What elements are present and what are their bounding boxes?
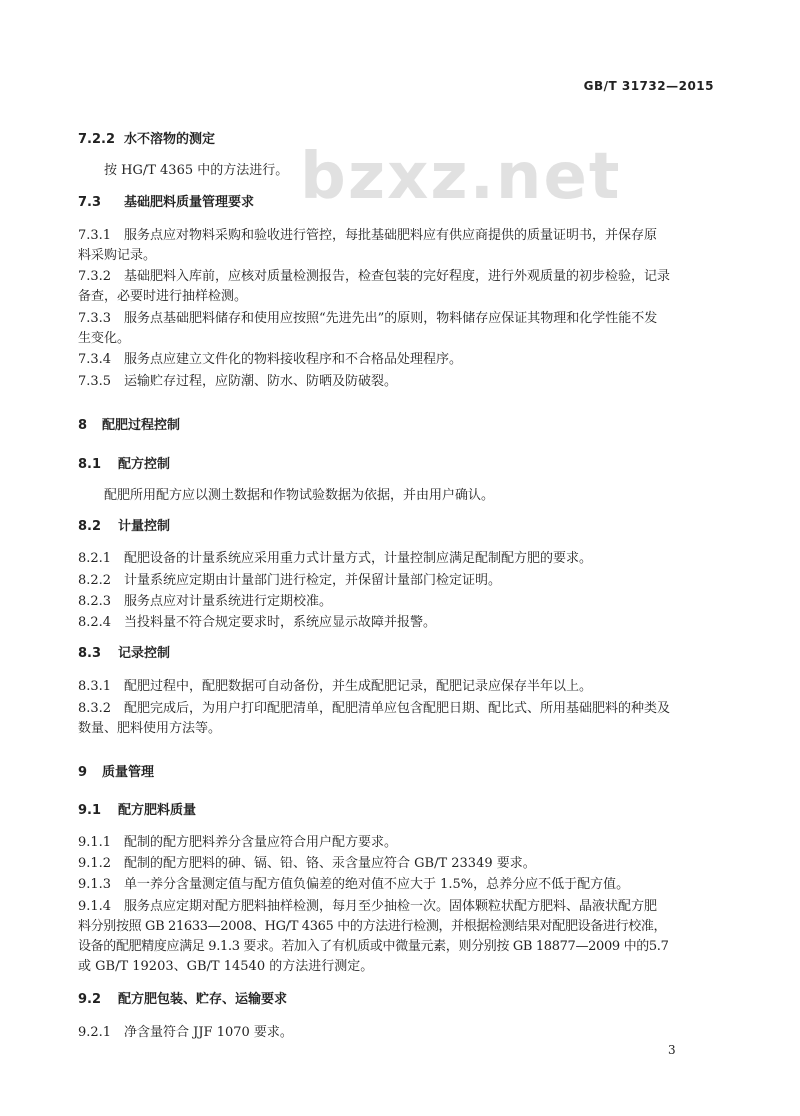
heading-8-2: [78, 518, 726, 536]
clause-number: 9.1.2: [78, 856, 112, 871]
clause-8-2-3: [78, 593, 726, 611]
clause-text: 当投料量不符合规定要求时，系统应显示故障并报警。: [124, 615, 437, 630]
clause-text: 配制的配方肥料养分含量应符合用户配方要求。: [124, 835, 398, 850]
clause-8-2-4: [78, 614, 726, 632]
clause-text: 计量系统应定期由计量部门进行检定，并保留计量部门检定证明。: [124, 573, 502, 588]
watermark: bzxz.net: [300, 140, 622, 214]
clause-number: 7.3.2: [78, 269, 112, 284]
clause-number: 9.1.1: [78, 835, 112, 850]
clause-9-1-1: [78, 834, 726, 852]
clause-text: 配制的配方肥料的砷、镉、铅、铬、汞含量应符合 GB/T 23349 要求。: [124, 856, 536, 871]
clause-number: 7.3.5: [78, 374, 112, 389]
clause-7-3-2-line1: [78, 268, 726, 286]
heading-9: [78, 764, 726, 782]
clause-number: 9.2: [78, 992, 102, 1007]
clause-7-3-4: [78, 351, 726, 369]
clause-9-2-1: [78, 1024, 726, 1042]
clause-number: 8.2.2: [78, 573, 112, 588]
clause-title: 计量控制: [118, 519, 171, 534]
clause-8-2-2: [78, 572, 726, 590]
clause-text: 配肥过程中，配肥数据可自动备份，并生成配肥记录，配肥记录应保存半年以上。: [124, 679, 593, 694]
clause-number: 8.2: [78, 519, 102, 534]
clause-8-3-2-line1: [78, 700, 726, 718]
clause-text: 服务点应建立文件化的物料接收程序和不合格品处理程序。: [124, 352, 463, 367]
clause-number: 8.2.3: [78, 594, 112, 609]
paragraph-8-1: 配肥所用配方应以测土数据和作物试验数据为依据，并由用户确认。: [104, 488, 495, 503]
clause-number: 8.2.1: [78, 551, 112, 566]
clause-number: 9.2.1: [78, 1025, 112, 1040]
clause-7-3-1-line1: [78, 227, 726, 245]
heading-9-2: [78, 991, 726, 1009]
clause-title: 配肥过程控制: [102, 418, 181, 433]
page-number: 3: [668, 1043, 676, 1057]
heading-7-3: [78, 194, 726, 212]
clause-title: 配方肥料质量: [118, 803, 197, 818]
clause-number: 8: [78, 418, 88, 433]
clause-number: 7.3.3: [78, 311, 112, 326]
clause-text: 服务点应对计量系统进行定期校准。: [124, 594, 333, 609]
heading-9-1: [78, 802, 726, 820]
clause-8-3-2-line2: 数量、肥料使用方法等。: [78, 721, 222, 736]
clause-9-1-4-line1: [78, 898, 726, 916]
clause-number: 8.3.1: [78, 679, 112, 694]
clause-text: 净含量符合 JJF 1070 要求。: [124, 1025, 293, 1040]
clause-number: 9.1.3: [78, 877, 112, 892]
clause-7-3-5: [78, 373, 726, 391]
clause-number: 8.3: [78, 646, 102, 661]
clause-7-3-3-line2: 生变化。: [78, 331, 131, 346]
clause-text: 运输贮存过程，应防潮、防水、防晒及防破裂。: [124, 374, 398, 389]
standard-code-header: GB/T 31732—2015: [583, 79, 714, 93]
clause-9-1-3: [78, 876, 726, 894]
clause-number: 8.1: [78, 457, 102, 472]
heading-7-2-2: [78, 131, 726, 149]
clause-text: 服务点应对物料采购和验收进行管控，每批基础肥料应有供应商提供的质量证明书，并保存原: [124, 228, 658, 243]
clause-9-1-4-line2: 料分别按照 GB 21633—2008、HG/T 4365 中的方法进行检测，并根据检测结果对配肥设备进行校准，: [78, 919, 667, 934]
clause-number: 7.3.4: [78, 352, 112, 367]
heading-8-1: [78, 456, 726, 474]
clause-9-1-2: [78, 855, 726, 873]
clause-8-2-1: [78, 550, 726, 568]
clause-title: 水不溶物的测定: [124, 132, 216, 147]
clause-number: 9.1: [78, 803, 102, 818]
clause-text: 配肥设备的计量系统应采用重力式计量方式，计量控制应满足配制配方肥的要求。: [124, 551, 593, 566]
clause-title: 配方肥包装、贮存、运输要求: [118, 992, 288, 1007]
clause-text: 单一养分含量测定值与配方值负偏差的绝对值不应大于 1.5%，总养分应不低于配方值。: [124, 877, 630, 892]
clause-number: 8.2.4: [78, 615, 112, 630]
clause-title: 质量管理: [102, 765, 155, 780]
clause-number: 9.1.4: [78, 899, 112, 914]
clause-title: 基础肥料质量管理要求: [124, 195, 255, 210]
clause-9-1-4-line3: 设备的配肥精度应满足 9.1.3 要求。若加入了有机质或中微量元素，则分别按 GB 18877—2009 中的5.7: [78, 939, 669, 954]
clause-7-3-3-line1: [78, 310, 726, 328]
clause-text: 服务点基础肥料储存和使用应按照“先进先出”的原则，物料储存应保证其物理和化学性能不发: [124, 311, 658, 326]
clause-text: 基础肥料入库前，应核对质量检测报告，检查包装的完好程度，进行外观质量的初步检验，记录: [124, 269, 671, 284]
heading-8-3: [78, 645, 726, 663]
clause-title: 配方控制: [118, 457, 171, 472]
clause-text: 配肥完成后，为用户打印配肥清单，配肥清单应包含配肥日期、配比式、所用基础肥料的种类及: [124, 701, 671, 716]
clause-number: 7.3: [78, 195, 102, 210]
clause-title: 记录控制: [118, 646, 171, 661]
clause-8-3-1: [78, 678, 726, 696]
clause-number: 9: [78, 765, 88, 780]
paragraph-7-2-2: 按 HG/T 4365 中的方法进行。: [104, 163, 289, 178]
clause-number: 7.3.1: [78, 228, 112, 243]
clause-number: 7.2.2: [78, 132, 116, 147]
clause-7-3-1-line2: 料采购记录。: [78, 248, 157, 263]
clause-text: 服务点应定期对配方肥料抽样检测，每月至少抽检一次。固体颗粒状配方肥料、晶液状配方肥: [124, 899, 658, 914]
clause-7-3-2-line2: 备查，必要时进行抽样检测。: [78, 289, 248, 304]
heading-8: [78, 417, 726, 435]
clause-9-1-4-line4: 或 GB/T 19203、GB/T 14540 的方法进行测定。: [78, 959, 374, 974]
clause-number: 8.3.2: [78, 701, 112, 716]
